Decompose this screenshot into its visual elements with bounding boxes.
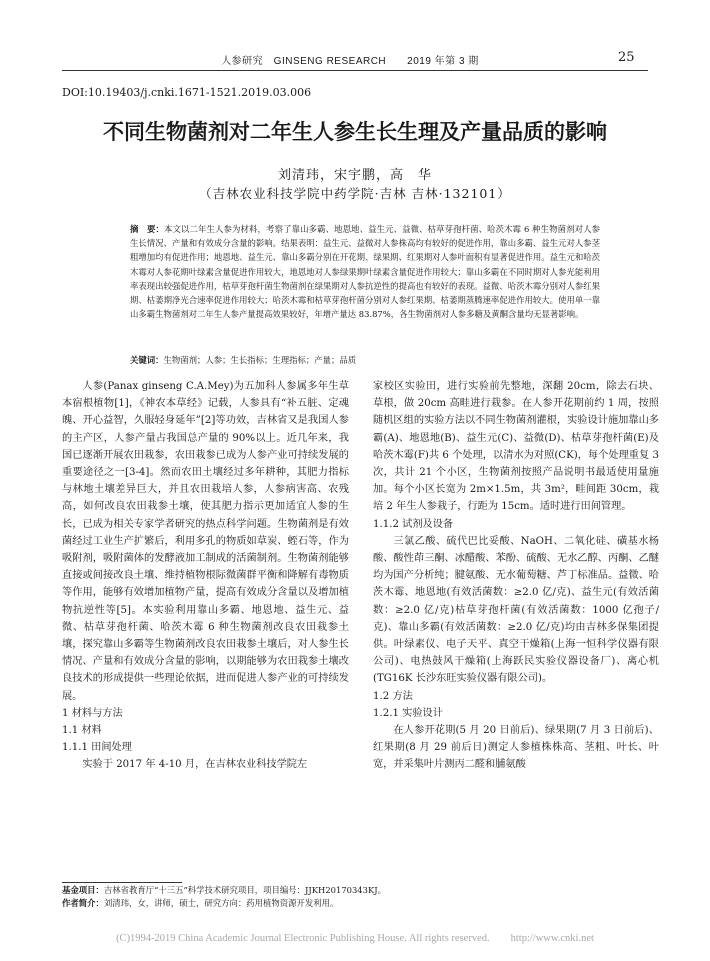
field-paragraph-cont: 家校区实验田，进行实验前先整地，深翻 20cm，除去石块、草根，做 20cm 高畦进行栽参。在人参开花期前约 1 周，按照随机区组的实验方法以不同生物菌剂灌根，实验设计施加靠山多霸(A)、地恩地(B)、益生元(C)、益微(D)、枯草芽孢杆菌(E)及哈茨木霉(F)共 6 个处理，以清水为对照(CK)，每个处理重复 3 次，共计 21 个小区，生物菌剂按照产品说明书最适使用量施加。每个小区长宽为 2m×1.5m，共 3m²，畦间距 30cm，栽培 2 年生人参栽子，行距为 15cm。适时进行田间管理。: [373, 381, 659, 513]
intro-paragraph: 人参(Panax ginseng C.A.Mey)为五加科人参属多年生草本宿根植物[1]，《神农本草经》记载，人参具有“补五脏、定魂魄、开心益智，久服轻身延年”[2]等功效，吉林省又是我国人参的主产区，人参产量占我国总产量的 90%以上。近几年来，我国已逐渐开展农田栽参，农田栽参已成为人参产业可持续发展的重要途径之一[3-4]。然而农田土壤经过多年耕种，其肥力指标与林地土壤差异巨大，并且农田栽培人参，人参病害高、农残高，如何改良农田栽参土壤，使其肥力指示更加适宜人参的生长，已成为相关专家学者研究的热点科学问题。生物菌剂是有效菌经过工业生产扩繁后，利用多孔的物质如草炭、蛭石等，作为吸附剂，吸附菌体的发酵液加工制成的活菌制剂。生物菌剂能够直接或间接改良土壤、维持植物根际微菌群平衡和降解有毒物质等作用，能够有效增加植物产量，提高有效成分含量以及增加植物抗逆性等[5]。本实验利用靠山多霸、地恩地、益生元、益微、枯草芽孢杆菌、哈茨木霉 6 种生物菌剂改良农田栽参土壤，探究靠山多霸等生物菌剂改良农田栽参土壤后，对人参生长情况、产量和有效成分含量的影响，以期能够为农田栽参土壤改良技术的形成提供一些理论依据，进而促进人参产业的可持续发展。: [62, 381, 349, 702]
running-header: 人参研究 GINSENG RESEARCH 2019 年第 3 期: [221, 56, 479, 67]
authors: 刘清玮，宋宇鹏，高 华: [277, 168, 432, 183]
field-paragraph-start: 实验于 2017 年 4-10 月，在吉林农业科技学院左: [82, 759, 308, 771]
fund-text: 吉林省教育厅“十三五”科学技术研究项目，项目编号：JJKH20170343KJ。: [103, 885, 386, 895]
author-text: 刘清玮，女，讲师，硕士，研究方向：药用植物资源开发利用。: [103, 898, 339, 908]
keywords-label: 关键词：: [130, 355, 164, 365]
section-1-1-1-heading: 1.1.1 田间处理: [62, 742, 132, 754]
footnote: [62, 884, 648, 910]
header-rule: [62, 70, 648, 71]
abstract: [130, 222, 600, 321]
affiliation: （吉林农业科技学院中药学院·吉林 吉林·132101）: [199, 186, 511, 201]
section-1-2-heading: 1.2 方法: [373, 690, 413, 702]
article-title: 不同生物菌剂对二年生人参生长生理及产量品质的影响: [103, 119, 607, 144]
section-1-1-heading: 1.1 材料: [62, 725, 102, 737]
page-number: 25: [618, 50, 635, 65]
fund-label: 基金项目：: [62, 885, 104, 895]
keywords-text: 生物菌剂；人参；生长指标；生理指标；产量；品质: [163, 355, 357, 365]
keywords: [130, 354, 600, 366]
section-1-heading: 1 材料与方法: [62, 707, 123, 719]
design-paragraph: 在人参开花期(5 月 20 日前后)、绿果期(7 月 3 日前后)、红果期(8 月 29 前后日)测定人参植株株高、茎粗、叶长、叶宽，并采集叶片测丙二醛和脯氨酸: [373, 725, 659, 771]
section-1-1-2-heading: 1.1.2 试剂及设备: [373, 518, 454, 530]
copyright-watermark: (C)1994-2019 China Academic Journal Electronic Publishing House. All rights reserved. http://www.cnki.net: [116, 933, 594, 944]
footnote-rule: [62, 882, 182, 883]
left-column: [62, 378, 349, 774]
right-column: [373, 378, 659, 774]
abstract-text: 本文以二年生人参为材料，考察了靠山多霸、地恩地、益生元、益微、枯草芽孢杆菌、哈茨木霉 6 种生物菌剂对人参生长情况、产量和有效成分含量的影响。结果表明：益生元、益微对人参株高均有较好的促进作用，靠山多霸、益生元对人参茎粗增加均有促进作用；地恩地、益生元、靠山多霸分别在开花期、绿果期、红果期对人参叶面积有显著促进作用。益生元和哈茨木霉对人参花期叶绿素含量促进作用较大，地恩地对人参绿果期叶绿素含量促进作用较大；靠山多霸在不同时期对人参光能利用率表现出较强促进作用，枯草芽孢杆菌生物菌剂在绿果期对人参抗逆性的提高也有较好的表现。益微、哈茨木霉分别对人参红果期、枯萎期净光合速率促进作用较大；哈茨木霉和枯草芽孢杆菌分别对人参红果期、枯萎期蒸腾速率促进作用较大。使用单一靠山多霸生物菌剂对二年生人参产量提高效果较好，年增产量达 83.87%，各生物菌剂对人参多糖及黄酮含量均无显著影响。: [130, 224, 600, 320]
abstract-label: 摘 要：: [130, 224, 165, 234]
author-label: 作者简介：: [62, 898, 104, 908]
reagent-paragraph: 三氯乙酸、硫代巴比妥酸、NaOH、二氧化硅、磺基水杨酸、酸性茚三酮、冰醋酸、苯酚、硫酸、无水乙醇、丙酮、乙醚均为国产分析纯；腱氨酸、无水葡萄糖、芦丁标准品。益微、哈茨木霉、地恩地(有效活菌数：≥2.0 亿/克)、益生元(有效活菌数：≥2.0 亿/克)枯草芽孢杆菌(有效活菌数：1000 亿孢子/克)、靠山多霸(有效活菌数：≥2.0 亿/克)均由吉林多保集团提供。叶绿素仪、电子天平、真空干燥箱(上海一恒科学仪器有限公司)、电热鼓风干燥箱(上海跃民实验仪器设备厂)、离心机(TG16K 长沙东旺实验仪器有限公司)。: [373, 535, 659, 685]
fund-note: [62, 884, 648, 897]
section-1-2-1-heading: 1.2.1 实验设计: [373, 707, 443, 719]
doi[interactable]: DOI:10.19403/j.cnki.1671-1521.2019.03.006: [62, 86, 312, 99]
author-note: [62, 897, 648, 910]
